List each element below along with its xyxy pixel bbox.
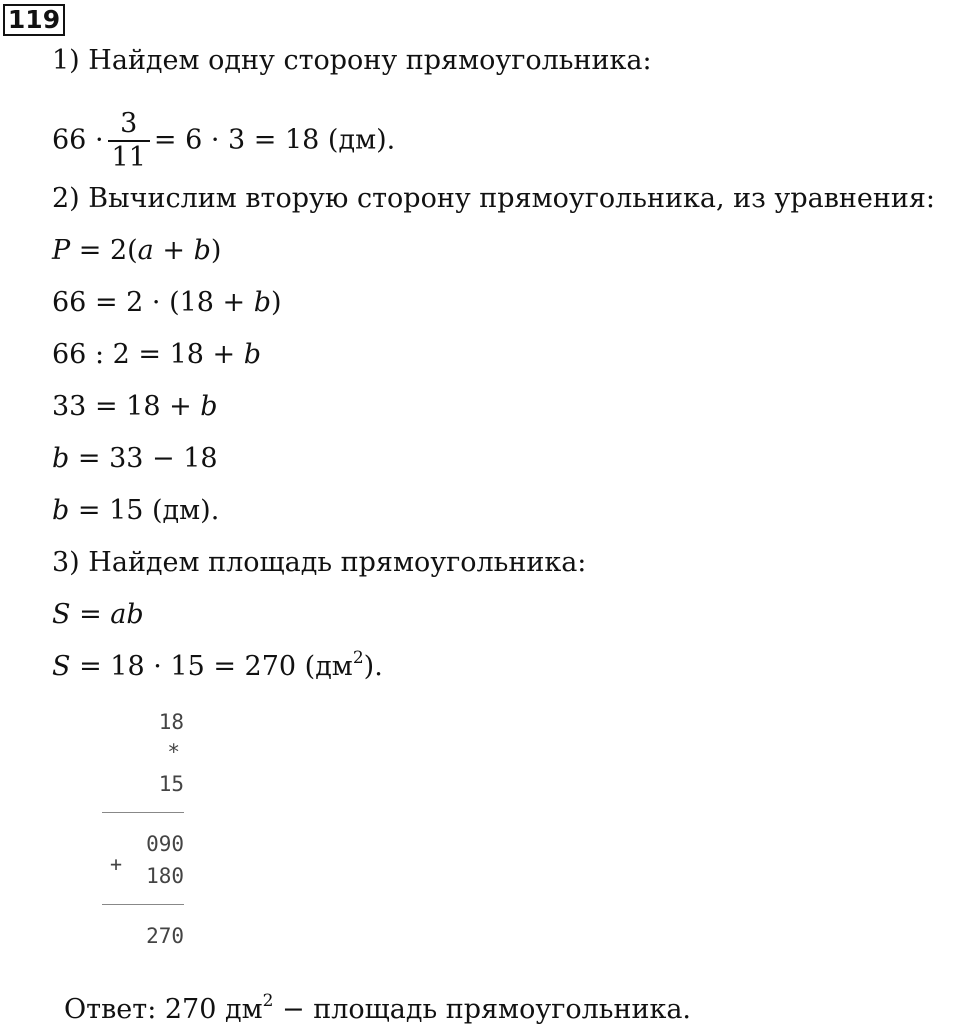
var-b: b — [243, 339, 262, 370]
step2-eq4 — [52, 390, 218, 424]
superscript-2: 2 — [352, 648, 364, 668]
eq6-text: = 15 (дм). — [69, 495, 220, 526]
fraction-3-11 — [108, 108, 150, 174]
answer-end: − площадь прямоугольника. — [273, 994, 692, 1025]
problem-number: 119 — [3, 4, 65, 36]
eq3-text: 66 : 2 = 18 + — [52, 339, 244, 370]
eq4-text: 33 = 18 + — [52, 391, 201, 422]
eq2-end: ) — [271, 287, 282, 318]
plus-sign: + — [110, 852, 123, 876]
product-result: 270 — [146, 924, 184, 948]
factor-1: 18 — [158, 710, 184, 734]
step2-eq5 — [52, 442, 218, 476]
step3-eq1-eq: = — [70, 599, 111, 630]
step2-eq3 — [52, 338, 261, 372]
var-s: S — [52, 599, 71, 630]
step1-calculation — [52, 108, 395, 174]
var-b: b — [193, 235, 211, 266]
var-s: S — [52, 651, 71, 682]
eq2-text: 66 = 2 · (18 + — [52, 287, 254, 318]
step2-eq2 — [52, 286, 282, 320]
rule-line — [102, 812, 184, 813]
eq1-end: ) — [210, 235, 222, 266]
step1-calc-right: = 6 · 3 = 18 (дм). — [153, 124, 396, 156]
step3-eq1 — [52, 598, 144, 632]
answer-text: Ответ: 270 дм — [64, 994, 263, 1025]
step1-calc-left: 66 · — [52, 124, 104, 156]
answer-line — [64, 993, 691, 1027]
step3-heading: 3) Найдем площадь прямоугольника: — [52, 547, 587, 578]
step3-eq2-end: ). — [363, 651, 383, 682]
step1-heading: 1) Найдем одну сторону прямоугольника: — [52, 45, 652, 76]
var-b: b — [253, 287, 272, 318]
eq1-plus: + — [153, 235, 194, 266]
partial-product-1: 090 — [146, 832, 184, 856]
fraction-denominator: 11 — [108, 140, 150, 174]
step3-eq2 — [52, 650, 383, 684]
step2-eq1 — [52, 234, 221, 268]
step2-heading: 2) Вычислим вторую сторону прямоугольника, из уравнения: — [52, 183, 935, 214]
var-b: b — [52, 495, 70, 526]
answer-superscript: 2 — [262, 991, 274, 1011]
factor-2: 15 — [158, 772, 184, 796]
var-b: b — [52, 443, 70, 474]
var-p: P — [52, 235, 71, 266]
var-a: a — [137, 235, 154, 266]
eq1-mid: = 2( — [70, 235, 138, 266]
step2-eq6 — [52, 494, 219, 528]
var-b: b — [200, 391, 218, 422]
multiply-sign: * — [167, 740, 180, 764]
fraction-numerator: 3 — [120, 108, 138, 139]
eq5-text: = 33 − 18 — [69, 443, 218, 474]
var-ab: ab — [110, 599, 144, 630]
rule-line — [102, 904, 184, 905]
step3-eq2-text: = 18 · 15 = 270 (дм — [70, 651, 353, 682]
partial-product-2: 180 — [146, 864, 184, 888]
